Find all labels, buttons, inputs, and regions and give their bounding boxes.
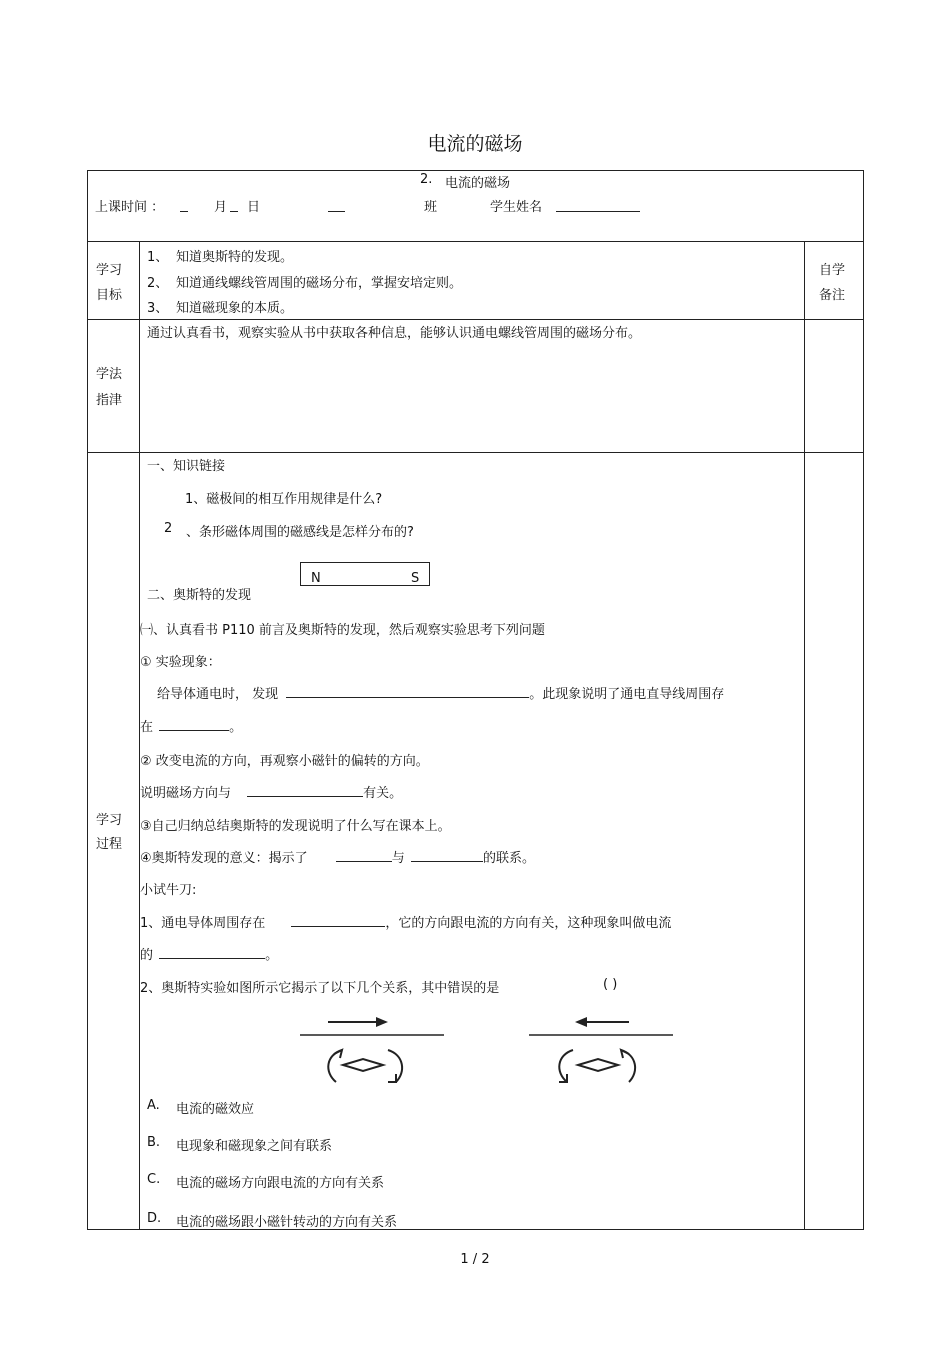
point-1a-pre: 给导体通电时， 发现 xyxy=(157,687,279,702)
point-2: ② 改变电流的方向，再观察小磁针的偏转的方向。 xyxy=(140,754,429,769)
point-1: ① 实验现象： xyxy=(140,655,221,670)
table-divider-3 xyxy=(87,452,864,453)
exists-blank[interactable] xyxy=(159,717,229,731)
magnet-n-pole: N xyxy=(311,571,321,586)
point-2b-post: 有关。 xyxy=(363,786,403,801)
magnet-s-pole: S xyxy=(411,571,420,586)
time-blank-3[interactable] xyxy=(328,198,345,216)
goals-label-1: 学习 xyxy=(96,263,123,278)
exercise-1b-post: 。 xyxy=(265,948,279,963)
reveal-blank-1[interactable] xyxy=(336,848,392,862)
point-1b-post: 。 xyxy=(229,720,243,735)
document-title: 电流的磁场 xyxy=(427,133,523,155)
option-c-text: 电流的磁场方向跟电流的方向有关系 xyxy=(176,1176,385,1191)
goals-label-2: 目标 xyxy=(96,288,123,303)
table-border-left xyxy=(87,170,88,1230)
section-knowledge-link: 一、知识链接 xyxy=(147,459,226,474)
phenomenon-blank[interactable] xyxy=(286,684,529,698)
exercise-1b-blank[interactable] xyxy=(159,945,265,959)
option-a-letter: A. xyxy=(147,1098,160,1113)
time-blank-2[interactable] xyxy=(230,198,238,216)
point-4-mid: 与 xyxy=(391,851,405,866)
table-col-divider-left xyxy=(139,241,140,1230)
exercise-2: 2、奥斯特实验如图所示它揭示了以下几个关系，其中错误的是 xyxy=(140,981,500,996)
process-label-2: 过程 xyxy=(96,837,123,852)
point-1a-post: 。此现象说明了通电直导线周围存 xyxy=(529,687,725,702)
option-b-text: 电现象和磁现象之间有联系 xyxy=(176,1139,333,1154)
class-time-label: 上课时间 ： xyxy=(95,200,165,215)
exercise-1-blank[interactable] xyxy=(291,913,385,927)
exercise-1b xyxy=(140,944,278,963)
sub-section-1: ㈠、认真看书 P110 前言及奥斯特的发现，然后观察实验思考下列问题 xyxy=(140,623,545,638)
point-4-post: 的联系。 xyxy=(482,851,535,866)
goal-number-1: 1、 xyxy=(147,250,169,265)
point-1b xyxy=(140,716,242,735)
goal-text-1: 知道奥斯特的发现。 xyxy=(176,250,294,265)
lesson-number: 2. xyxy=(420,172,433,187)
self-study-notes-label-1: 自学 xyxy=(819,263,846,278)
student-name-blank[interactable] xyxy=(556,198,640,216)
lesson-title: 电流的磁场 xyxy=(445,176,511,191)
point-1a xyxy=(157,683,724,702)
method-label-2: 指津 xyxy=(96,393,123,408)
question-2-number: 2 xyxy=(164,521,173,536)
page-number: 1 / 2 xyxy=(460,1252,490,1267)
table-divider-2 xyxy=(87,319,864,320)
goal-text-3: 知道磁现象的本质。 xyxy=(176,301,294,316)
time-blank-1[interactable] xyxy=(180,198,188,216)
goal-text-2: 知道通线螺线管周围的磁场分布，掌握安培定则。 xyxy=(176,276,463,291)
exercise-1 xyxy=(140,912,671,931)
exercise-2-answer-paren[interactable]: ( ) xyxy=(603,977,618,992)
option-c-letter: C. xyxy=(147,1172,161,1187)
question-2: 、条形磁体周围的磁感线是怎样分布的? xyxy=(186,525,414,540)
exercise-1-pre: 1、通电导体周围存在 xyxy=(140,916,266,931)
point-1b-pre: 在 xyxy=(140,720,154,735)
option-d-text: 电流的磁场跟小磁针转动的方向有关系 xyxy=(176,1215,398,1230)
process-label-1: 学习 xyxy=(96,813,123,828)
method-label-1: 学法 xyxy=(96,367,123,382)
direction-blank[interactable] xyxy=(247,783,363,797)
reveal-blank-2[interactable] xyxy=(411,848,483,862)
exercise-1-post: ，它的方向跟电流的方向有关，这种现象叫做电流 xyxy=(385,916,672,931)
practice-heading: 小试牛刀: xyxy=(140,883,197,898)
student-name-label: 学生姓名 xyxy=(490,200,543,215)
option-d-letter: D. xyxy=(147,1211,162,1226)
point-4 xyxy=(140,847,535,866)
oersted-figure-left xyxy=(296,1010,448,1088)
table-divider-1 xyxy=(87,241,864,242)
goal-number-2: 2、 xyxy=(147,276,169,291)
option-b-letter: B. xyxy=(147,1135,161,1150)
exercise-1b-pre: 的 xyxy=(140,948,154,963)
point-2b xyxy=(140,782,402,801)
point-4-pre: ④奥斯特发现的意义：揭示了 xyxy=(140,851,308,866)
point-2b-pre: 说明磁场方向与 xyxy=(140,786,232,801)
table-border-right xyxy=(863,170,864,1230)
oersted-figure-right xyxy=(525,1010,677,1088)
question-1: 1、磁极间的相互作用规律是什么? xyxy=(185,492,383,507)
goal-number-3: 3、 xyxy=(147,301,169,316)
method-text: 通过认真看书，观察实验从书中获取各种信息，能够认识通电螺线管周围的磁场分布。 xyxy=(147,326,642,341)
point-3: ③自己归纳总结奥斯特的发现说明了什么写在课本上。 xyxy=(140,819,451,834)
month-label: 月 xyxy=(214,200,228,215)
option-a-text: 电流的磁效应 xyxy=(176,1102,255,1117)
class-label: 班 xyxy=(424,200,438,215)
self-study-notes-label-2: 备注 xyxy=(819,288,846,303)
table-col-divider-right xyxy=(804,241,805,1230)
section-oersted: 二、奥斯特的发现 xyxy=(147,588,252,603)
table-border-top xyxy=(87,170,864,171)
day-label: 日 xyxy=(247,200,261,215)
